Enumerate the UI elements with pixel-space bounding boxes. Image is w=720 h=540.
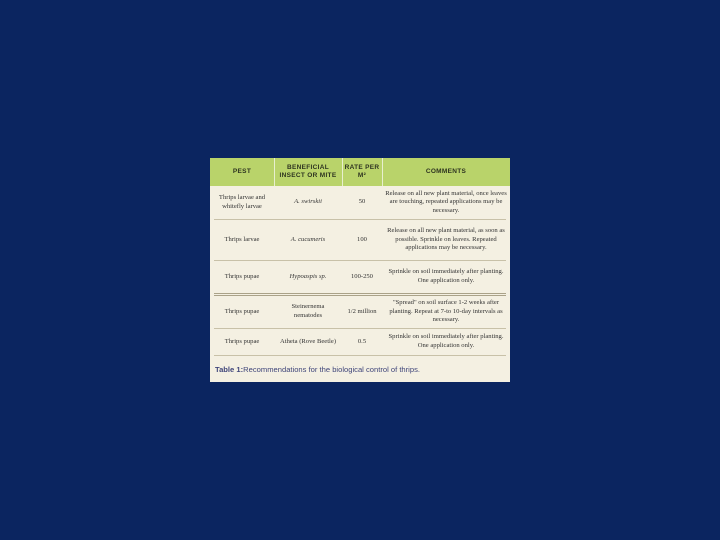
- table-row: [210, 329, 510, 355]
- caption-text: Recommendations for the biological control of thrips.: [243, 364, 420, 374]
- rate-cell: 100: [357, 235, 367, 243]
- table-row: [210, 220, 510, 260]
- header-pest: PEST: [232, 167, 252, 175]
- rate-cell: 1/2 million: [347, 307, 377, 315]
- table-row: [210, 296, 510, 328]
- comment-cell: Release on all new plant material, as soon as possible. Sprinkle on leaves. Repeated applications may be necessary.: [387, 227, 505, 252]
- beneficial-cell: A. swirskii: [294, 198, 322, 206]
- comment-cell: Release on all new plant material, once leaves are touching, repeated applications may be necessary.: [385, 189, 507, 214]
- pest-cell: Thrips pupae: [224, 337, 260, 345]
- beneficial-cell: Steinernema nematodes: [291, 303, 325, 319]
- pest-cell: Thrips pupae: [224, 307, 260, 315]
- table-header-row: [210, 158, 510, 186]
- pest-cell: Thrips larvae: [224, 235, 260, 243]
- beneficial-cell: A. cucumeris: [290, 235, 326, 243]
- comment-cell: Sprinkle on soil immediately after planting. One application only.: [388, 268, 504, 284]
- pest-cell: Thrips pupae: [224, 272, 260, 280]
- caption-label: Table 1:: [215, 364, 244, 374]
- rate-cell: 100-250: [351, 272, 373, 280]
- pest-cell: Thrips larvae and whitefly larvae: [218, 193, 266, 210]
- beneficial-cell: Atheta (Rove Beetle): [279, 337, 337, 345]
- header-beneficial: BENEFICIAL INSECT OR MITE: [279, 163, 337, 179]
- beneficial-cell: Hypoaspis sp.: [289, 272, 327, 280]
- table-row: [210, 186, 510, 219]
- thrips-control-table: [210, 158, 510, 382]
- comment-cell: Sprinkle on soil immediately after planting. One application only.: [388, 333, 504, 349]
- rate-cell: 0.5: [357, 337, 367, 345]
- header-comments: COMMENTS: [425, 167, 467, 175]
- table-row: [210, 261, 510, 293]
- rate-cell: 50: [358, 198, 366, 206]
- header-rate: RATE PER M²: [344, 163, 380, 179]
- table-caption: [210, 356, 510, 382]
- comment-cell: "Spread" on soil surface 1-2 weeks after planting. Repeat at 7-to 10-day intervals as necessary.: [389, 299, 503, 324]
